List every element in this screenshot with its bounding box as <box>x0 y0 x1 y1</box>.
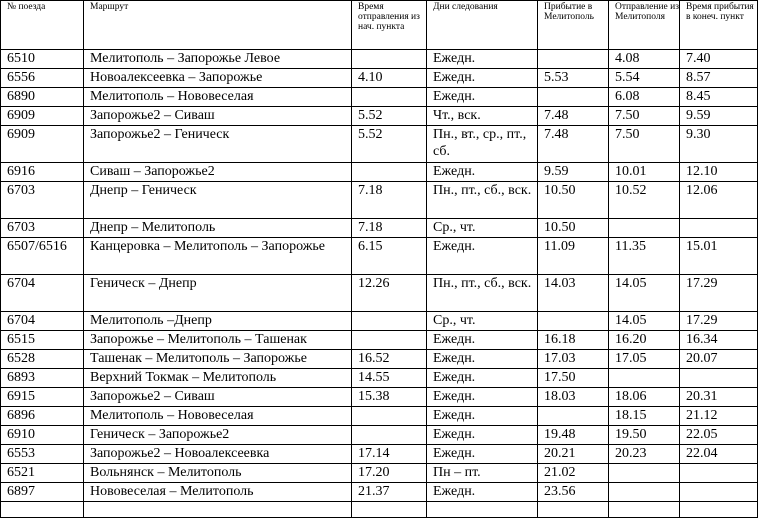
cell-arrival-end <box>680 369 758 388</box>
cell-train-number: 6909 <box>1 126 84 163</box>
cell-arrival-melitopol: 7.48 <box>538 107 609 126</box>
header-route: Маршрут <box>84 1 352 50</box>
cell-departure-melitopol <box>609 464 680 483</box>
cell-days: Ср., чт. <box>427 312 538 331</box>
table-row <box>1 182 758 219</box>
cell-train-number: 6515 <box>1 331 84 350</box>
cell-train-number: 6909 <box>1 107 84 126</box>
cell-departure-start: 4.10 <box>352 69 427 88</box>
cell-train-number: 6893 <box>1 369 84 388</box>
cell-departure-start: 7.18 <box>352 219 427 238</box>
table-row <box>1 483 758 502</box>
cell-arrival-melitopol <box>538 407 609 426</box>
header-train-number: № поезда <box>1 1 84 50</box>
cell-departure-start: 14.55 <box>352 369 427 388</box>
cell-arrival-melitopol: 7.48 <box>538 126 609 163</box>
table-row <box>1 445 758 464</box>
cell-departure-start: 5.52 <box>352 107 427 126</box>
cell-arrival-melitopol <box>538 88 609 107</box>
cell-departure-melitopol: 11.35 <box>609 238 680 275</box>
cell-arrival-melitopol: 11.09 <box>538 238 609 275</box>
cell-route: Канцеровка – Мелитополь – Запорожье <box>84 238 352 275</box>
cell-route: Геническ – Днепр <box>84 275 352 312</box>
cell-days: Ежедн. <box>427 426 538 445</box>
table-row <box>1 238 758 275</box>
cell-departure-start: 17.20 <box>352 464 427 483</box>
cell-arrival-melitopol: 21.02 <box>538 464 609 483</box>
cell-arrival-melitopol: 19.48 <box>538 426 609 445</box>
header-departure-start: Время отправления из нач. пункта <box>352 1 427 50</box>
cell-train-number: 6916 <box>1 163 84 182</box>
cell-departure-melitopol: 5.54 <box>609 69 680 88</box>
cell-route: Запорожье2 – Новоалексеевка <box>84 445 352 464</box>
table-row <box>1 331 758 350</box>
cell-days: Пн., пт., сб., вск. <box>427 182 538 219</box>
cell-route: Сиваш – Запорожье2 <box>84 163 352 182</box>
table-row <box>1 350 758 369</box>
cell-arrival-melitopol: 10.50 <box>538 182 609 219</box>
cell-departure-start: 16.52 <box>352 350 427 369</box>
cell-train-number: 6556 <box>1 69 84 88</box>
table-row <box>1 426 758 445</box>
cell-arrival-end: 20.31 <box>680 388 758 407</box>
cell-arrival-melitopol: 5.53 <box>538 69 609 88</box>
cell-departure-start: 21.37 <box>352 483 427 502</box>
table-row <box>1 50 758 69</box>
cell-departure-melitopol: 16.20 <box>609 331 680 350</box>
cell-arrival-end: 22.04 <box>680 445 758 464</box>
cell-departure-melitopol: 14.05 <box>609 275 680 312</box>
cell-arrival-melitopol: 10.50 <box>538 219 609 238</box>
cell-arrival-end: 7.40 <box>680 50 758 69</box>
cell-departure-start: 6.15 <box>352 238 427 275</box>
cell-train-number: 6890 <box>1 88 84 107</box>
cell-route: Запорожье – Мелитополь – Ташенак <box>84 331 352 350</box>
cell-train-number: 6703 <box>1 182 84 219</box>
cell-departure-melitopol: 20.23 <box>609 445 680 464</box>
table-row <box>1 502 758 518</box>
cell-arrival-end <box>680 502 758 518</box>
cell-departure-melitopol: 18.15 <box>609 407 680 426</box>
cell-days: Ежедн. <box>427 50 538 69</box>
cell-train-number: 6553 <box>1 445 84 464</box>
cell-days: Ежедн. <box>427 369 538 388</box>
cell-departure-start: 15.38 <box>352 388 427 407</box>
header-days: Дни следования <box>427 1 538 50</box>
cell-arrival-end: 8.57 <box>680 69 758 88</box>
cell-train-number: 6897 <box>1 483 84 502</box>
cell-departure-start <box>352 502 427 518</box>
cell-days: Ежедн. <box>427 238 538 275</box>
cell-train-number: 6510 <box>1 50 84 69</box>
cell-arrival-end: 22.05 <box>680 426 758 445</box>
table-row <box>1 464 758 483</box>
cell-days: Пн., пт., сб., вск. <box>427 275 538 312</box>
cell-arrival-end: 8.45 <box>680 88 758 107</box>
cell-days: Ежедн. <box>427 407 538 426</box>
cell-departure-melitopol <box>609 369 680 388</box>
cell-arrival-melitopol: 16.18 <box>538 331 609 350</box>
cell-arrival-melitopol <box>538 50 609 69</box>
cell-route: Мелитополь –Днепр <box>84 312 352 331</box>
cell-departure-melitopol: 6.08 <box>609 88 680 107</box>
cell-arrival-melitopol: 14.03 <box>538 275 609 312</box>
table-row <box>1 369 758 388</box>
cell-days: Ежедн. <box>427 350 538 369</box>
cell-departure-melitopol <box>609 219 680 238</box>
cell-arrival-melitopol <box>538 312 609 331</box>
header-departure-melitopol: Отправление из Мелитополя <box>609 1 680 50</box>
cell-days: Чт., вск. <box>427 107 538 126</box>
cell-days: Ежедн. <box>427 445 538 464</box>
cell-days: Ежедн. <box>427 331 538 350</box>
cell-departure-start <box>352 426 427 445</box>
cell-departure-melitopol: 10.52 <box>609 182 680 219</box>
cell-train-number: 6528 <box>1 350 84 369</box>
cell-departure-melitopol: 10.01 <box>609 163 680 182</box>
cell-days: Ежедн. <box>427 88 538 107</box>
table-row <box>1 126 758 163</box>
table-row <box>1 388 758 407</box>
cell-departure-melitopol: 7.50 <box>609 126 680 163</box>
cell-departure-melitopol: 7.50 <box>609 107 680 126</box>
cell-train-number: 6704 <box>1 275 84 312</box>
cell-train-number: 6521 <box>1 464 84 483</box>
cell-arrival-melitopol: 17.03 <box>538 350 609 369</box>
cell-route: Днепр – Мелитополь <box>84 219 352 238</box>
cell-arrival-end: 17.29 <box>680 275 758 312</box>
cell-arrival-end: 9.59 <box>680 107 758 126</box>
cell-departure-melitopol: 4.08 <box>609 50 680 69</box>
cell-departure-melitopol <box>609 483 680 502</box>
cell-days: Ежедн. <box>427 163 538 182</box>
cell-route <box>84 502 352 518</box>
cell-arrival-end: 21.12 <box>680 407 758 426</box>
cell-days: Пн., вт., ср., пт., сб. <box>427 126 538 163</box>
cell-arrival-end <box>680 483 758 502</box>
cell-arrival-melitopol <box>538 502 609 518</box>
cell-train-number: 6896 <box>1 407 84 426</box>
header-arrival-end: Время прибытия в конеч. пункт <box>680 1 758 50</box>
cell-arrival-end: 12.10 <box>680 163 758 182</box>
cell-train-number: 6703 <box>1 219 84 238</box>
cell-departure-start: 5.52 <box>352 126 427 163</box>
cell-route: Запорожье2 – Геническ <box>84 126 352 163</box>
table-row <box>1 163 758 182</box>
table-row <box>1 88 758 107</box>
cell-route: Мелитополь – Запорожье Левое <box>84 50 352 69</box>
cell-days: Ср., чт. <box>427 219 538 238</box>
table-row <box>1 107 758 126</box>
cell-departure-start <box>352 312 427 331</box>
table-row <box>1 312 758 331</box>
cell-train-number <box>1 502 84 518</box>
cell-route: Мелитополь – Нововеселая <box>84 407 352 426</box>
cell-departure-start <box>352 50 427 69</box>
table-row <box>1 69 758 88</box>
cell-arrival-end <box>680 219 758 238</box>
table-row <box>1 407 758 426</box>
cell-departure-start: 12.26 <box>352 275 427 312</box>
cell-days: Ежедн. <box>427 388 538 407</box>
cell-route: Новоалексеевка – Запорожье <box>84 69 352 88</box>
cell-departure-melitopol: 14.05 <box>609 312 680 331</box>
cell-departure-start: 7.18 <box>352 182 427 219</box>
cell-departure-melitopol <box>609 502 680 518</box>
cell-days: Пн – пт. <box>427 464 538 483</box>
table-row <box>1 275 758 312</box>
cell-arrival-end: 9.30 <box>680 126 758 163</box>
cell-train-number: 6507/6516 <box>1 238 84 275</box>
cell-train-number: 6915 <box>1 388 84 407</box>
cell-route: Ташенак – Мелитополь – Запорожье <box>84 350 352 369</box>
cell-arrival-melitopol: 17.50 <box>538 369 609 388</box>
header-arrival-melitopol: Прибытие в Мелитополь <box>538 1 609 50</box>
cell-departure-melitopol: 18.06 <box>609 388 680 407</box>
cell-route: Нововеселая – Мелитополь <box>84 483 352 502</box>
cell-route: Мелитополь – Нововеселая <box>84 88 352 107</box>
cell-arrival-end: 20.07 <box>680 350 758 369</box>
cell-route: Верхний Токмак – Мелитополь <box>84 369 352 388</box>
table-row <box>1 219 758 238</box>
cell-days: Ежедн. <box>427 483 538 502</box>
cell-departure-melitopol: 19.50 <box>609 426 680 445</box>
cell-route: Геническ – Запорожье2 <box>84 426 352 445</box>
cell-arrival-melitopol: 20.21 <box>538 445 609 464</box>
cell-arrival-melitopol: 9.59 <box>538 163 609 182</box>
cell-arrival-melitopol: 18.03 <box>538 388 609 407</box>
cell-train-number: 6910 <box>1 426 84 445</box>
cell-departure-start <box>352 331 427 350</box>
cell-departure-start <box>352 407 427 426</box>
cell-train-number: 6704 <box>1 312 84 331</box>
cell-departure-start: 17.14 <box>352 445 427 464</box>
cell-arrival-end: 12.06 <box>680 182 758 219</box>
cell-arrival-end: 16.34 <box>680 331 758 350</box>
cell-route: Запорожье2 – Сиваш <box>84 107 352 126</box>
cell-arrival-melitopol: 23.56 <box>538 483 609 502</box>
cell-days: Ежедн. <box>427 69 538 88</box>
cell-route: Запорожье2 – Сиваш <box>84 388 352 407</box>
cell-route: Вольнянск – Мелитополь <box>84 464 352 483</box>
table-header-row <box>1 1 758 50</box>
cell-arrival-end <box>680 464 758 483</box>
cell-departure-start <box>352 163 427 182</box>
cell-departure-melitopol: 17.05 <box>609 350 680 369</box>
cell-departure-start <box>352 88 427 107</box>
cell-arrival-end: 15.01 <box>680 238 758 275</box>
cell-days <box>427 502 538 518</box>
cell-arrival-end: 17.29 <box>680 312 758 331</box>
cell-route: Днепр – Геническ <box>84 182 352 219</box>
